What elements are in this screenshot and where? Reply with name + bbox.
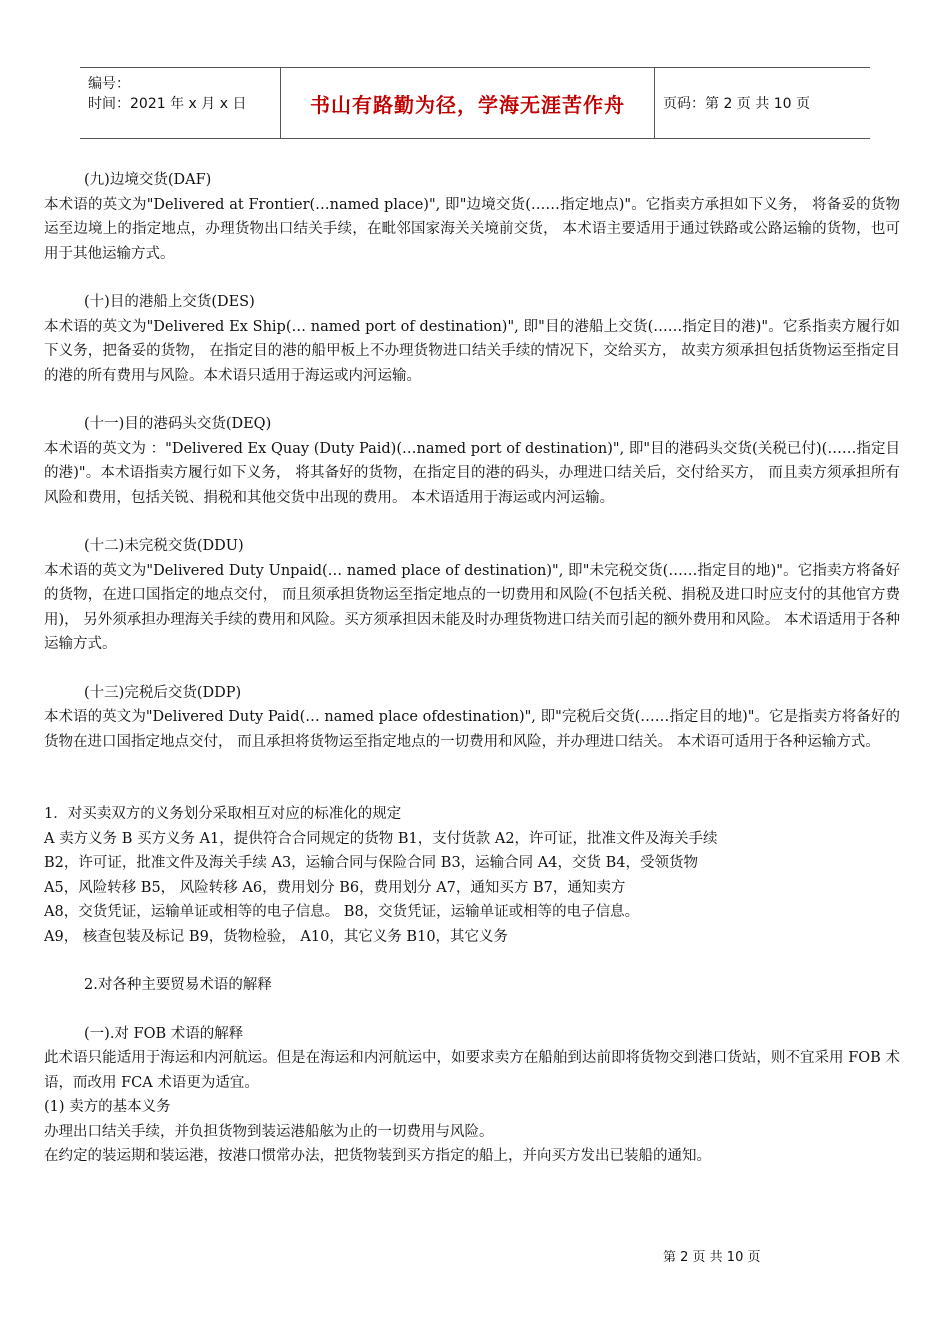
- header-motto: 书山有路勤为径，学海无涯苦作舟: [280, 68, 655, 138]
- section-title-des: (十)目的港船上交货(DES): [84, 294, 255, 310]
- obligations-line: A5，风险转移 B5， 风险转移 A6，费用划分 B6，费用划分 A7，通知买方 B7，通知卖方: [44, 879, 626, 896]
- header-meta: [80, 68, 280, 138]
- seller-obligation-line: 在约定的装运期和装运港，按港口惯常办法，把货物装到买方指定的船上，并向买方发出已装船的通知。: [44, 1148, 711, 1164]
- document-body: [44, 168, 900, 1169]
- section-body-daf: 本术语的英文为"Delivered at Frontier(…named place)", 即"边境交货(……指定地点)"。它指卖方承担如下义务， 将备妥的货物运至边境上的指定地点，办理货物出口结关手续，在毗邻国家海关关境前交货， 本术语主要适用于通过铁路或公路运输的货物，也可用于其他运输方式。: [44, 196, 900, 262]
- section-title-daf: (九)边境交货(DAF): [84, 172, 212, 188]
- section-title-ddp: (十三)完税后交货(DDP): [84, 684, 242, 701]
- obligations-line: A 卖方义务 B 买方义务 A1，提供符合合同规定的货物 B1，支付货款 A2，许可证，批准文件及海关手续: [44, 830, 718, 847]
- fob-title: (一).对 FOB 术语的解释: [84, 1025, 244, 1042]
- section-body-ddu: 本术语的英文为"Delivered Duty Unpaid(… named place of destination)", 即"未完税交货(……指定目的地)"。它指卖方将备好的货物，在进口国指定的地点交付， 而且须承担货物运至指定地点的一切费用和风险(不包括关税、捐税及进口时应支付的其他官方费用)， 另外须承担办理海关手续的费用和风险。买方须承担因未能及时办理货物进口结关而引起的额外费用和风险。 本术语适用于各种运输方式。: [44, 562, 900, 652]
- obligations-line: A8，交货凭证，运输单证或相等的电子信息。 B8，交货凭证，运输单证或相等的电子信息。: [44, 904, 640, 920]
- seller-obligation-line: 办理出口结关手续，并负担货物到装运港船舷为止的一切费用与风险。: [44, 1123, 494, 1140]
- obligations-line: A9， 核查包装及标记 B9，货物检验， A10，其它义务 B10，其它义务: [44, 928, 509, 945]
- section-body-ddp: 本术语的英文为"Delivered Duty Paid(… named place ofdestination)", 即"完税后交货(……指定目的地)"。它是指卖方将备好的货物在进口国指定地点交付， 而且承担将货物运至指定地点的一切费用和风险，并办理进口结关。 本术语可适用于各种运输方式。: [44, 709, 900, 750]
- seller-obligations-title: (1) 卖方的基本义务: [44, 1099, 171, 1115]
- page-footer: 第 2 页 共 10 页: [663, 1250, 761, 1265]
- section-title-deq: (十一)目的港码头交货(DEQ): [84, 416, 272, 432]
- section-body-deq: 本术语的英文为 ："Delivered Ex Quay (Duty Paid)(…named port of destination)", 即"目的港码头交货(关税已付)(……指定目的港)"。本术语指卖方履行如下义务， 将其备好的货物，在指定目的港的码头，办理进口结关后，交付给买方， 而且卖方须承担所有风险和费用，包括关锐、捐税和其他交货中出现的费用。 本术语适用于海运或内河运输。: [44, 440, 900, 506]
- obligations-heading: 1．对买卖双方的义务划分采取相互对应的标准化的规定: [44, 806, 402, 822]
- document-date-label: 时间：2021 年 x 月 x 日: [88, 96, 247, 112]
- header-page-label: 页码：第 2 页 共 10 页: [663, 96, 810, 112]
- document-number-label: 编号：: [88, 76, 130, 92]
- interpretation-heading: 2.对各种主要贸易术语的解释: [84, 977, 272, 993]
- page-header: [80, 67, 870, 139]
- section-title-ddu: (十二)未完税交货(DDU): [84, 538, 244, 554]
- fob-body: 此术语只能适用于海运和内河航运。但是在海运和内河航运中，如要求卖方在船舶到达前即将货物交到港口货站，则不宜采用 FOB 术语，而改用 FCA 术语更为适宜。: [44, 1050, 900, 1091]
- obligations-line: B2，许可证，批准文件及海关手续 A3，运输合同与保险合同 B3，运输合同 A4，交货 B4，受领货物: [44, 855, 698, 871]
- section-body-des: 本术语的英文为"Delivered Ex Ship(… named port of destination)", 即"目的港船上交货(……指定目的港)"。它系指卖方履行如下义务，把备妥的货物， 在指定目的港的船甲板上不办理货物进口结关手续的情况下，交给买方， 故卖方须承担包括货物运至指定目的港的所有费用与风险。本术语只适用于海运或内河运输。: [44, 318, 900, 384]
